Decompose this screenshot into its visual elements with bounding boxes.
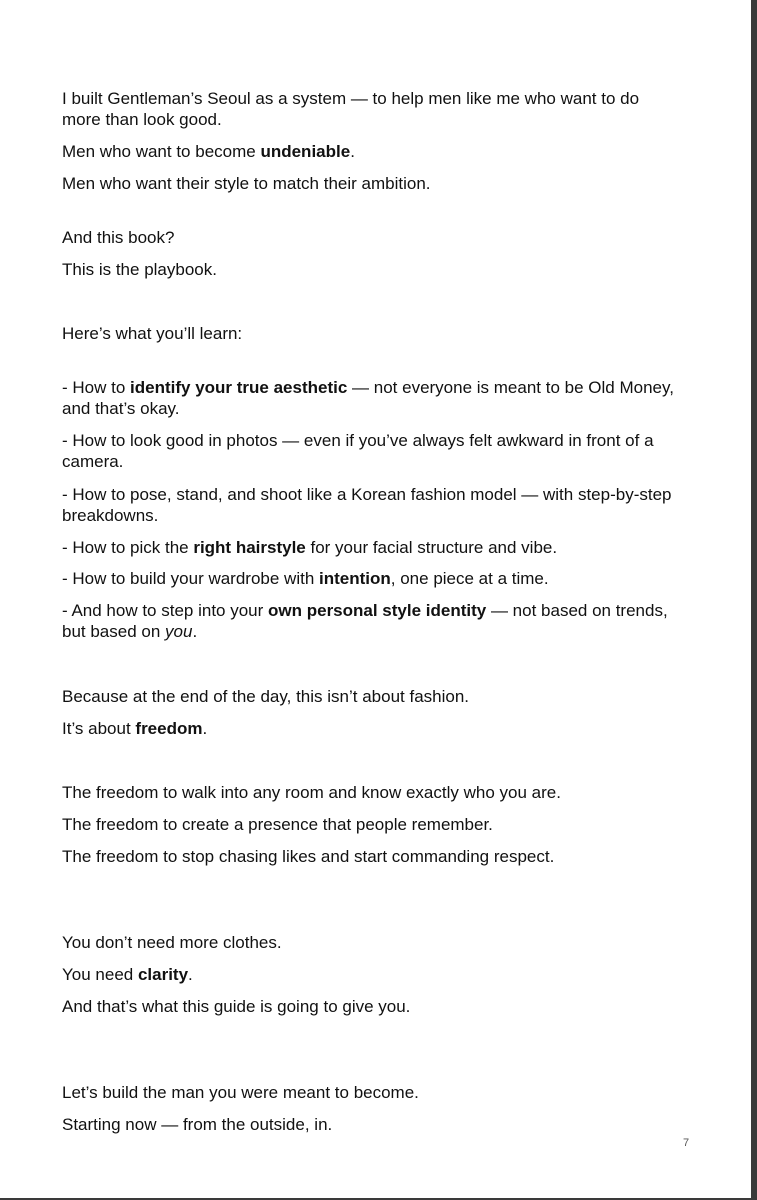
bold-text: own personal style identity (268, 601, 487, 620)
text-span: Men who want to become (62, 142, 261, 161)
text-span: - How to (62, 378, 131, 397)
because-line: Because at the end of the day, this isn’t about fashion. (62, 687, 470, 706)
bold-text: identify your true aesthetic (130, 378, 348, 397)
learn-item (62, 568, 682, 589)
undeniable-line (62, 141, 682, 162)
freedom-statement: The freedom to create a presence that people remember. (62, 815, 493, 834)
bold-text: clarity (137, 965, 189, 984)
intro-paragraph: I built Gentleman’s Seoul as a system — to help men like me who want to do more than look good. (62, 89, 640, 129)
bold-text: undeniable (260, 142, 351, 161)
clothes-line: You don’t need more clothes. (62, 933, 282, 952)
book-question: And this book? (62, 228, 175, 247)
learn-item: - How to look good in photos — even if you’ve always felt awkward in front of a camera. (62, 431, 654, 471)
text-span: . (350, 142, 355, 161)
text-span: , one piece at a time. (390, 569, 549, 588)
text-span: . (202, 719, 208, 738)
text-span: — not everyone is meant to be Old Money, and that’s okay. (62, 378, 674, 418)
bold-text: freedom (135, 719, 203, 738)
bold-text: right hairstyle (193, 538, 306, 557)
ambition-line: Men who want their style to match their ambition. (62, 174, 431, 193)
text-span: - How to pick the (62, 538, 194, 557)
page-number: 7 (683, 1137, 690, 1149)
text-span: . (188, 965, 193, 984)
guide-line: And that’s what this guide is going to give you. (62, 997, 411, 1016)
learn-item (62, 377, 682, 419)
book-answer: This is the playbook. (62, 260, 217, 279)
learn-heading: Here’s what you’ll learn: (62, 324, 243, 343)
freedom-statement: The freedom to walk into any room and know exactly who you are. (62, 783, 561, 802)
clarity-line (62, 964, 682, 985)
text-span: — not based on trends, but based on (62, 601, 668, 641)
text-span: . (192, 622, 198, 641)
text-span: for your facial structure and vibe. (305, 538, 558, 557)
closing-line: Starting now — from the outside, in. (62, 1115, 333, 1134)
text-span: - And how to step into your (62, 601, 269, 620)
learn-item: - How to pose, stand, and shoot like a Korean fashion model — with step-by-step breakdowns. (62, 485, 672, 525)
freedom-line (62, 718, 682, 739)
text-span: It’s about (62, 719, 136, 738)
learn-item (62, 600, 682, 642)
text-span: - How to build your wardrobe with (62, 569, 320, 588)
freedom-statement: The freedom to stop chasing likes and start commanding respect. (62, 847, 555, 866)
closing-line: Let’s build the man you were meant to become. (62, 1083, 419, 1102)
learn-item (62, 537, 682, 558)
bold-text: intention (319, 569, 391, 588)
italic-text: you (165, 622, 193, 641)
text-span: You need (62, 965, 138, 984)
